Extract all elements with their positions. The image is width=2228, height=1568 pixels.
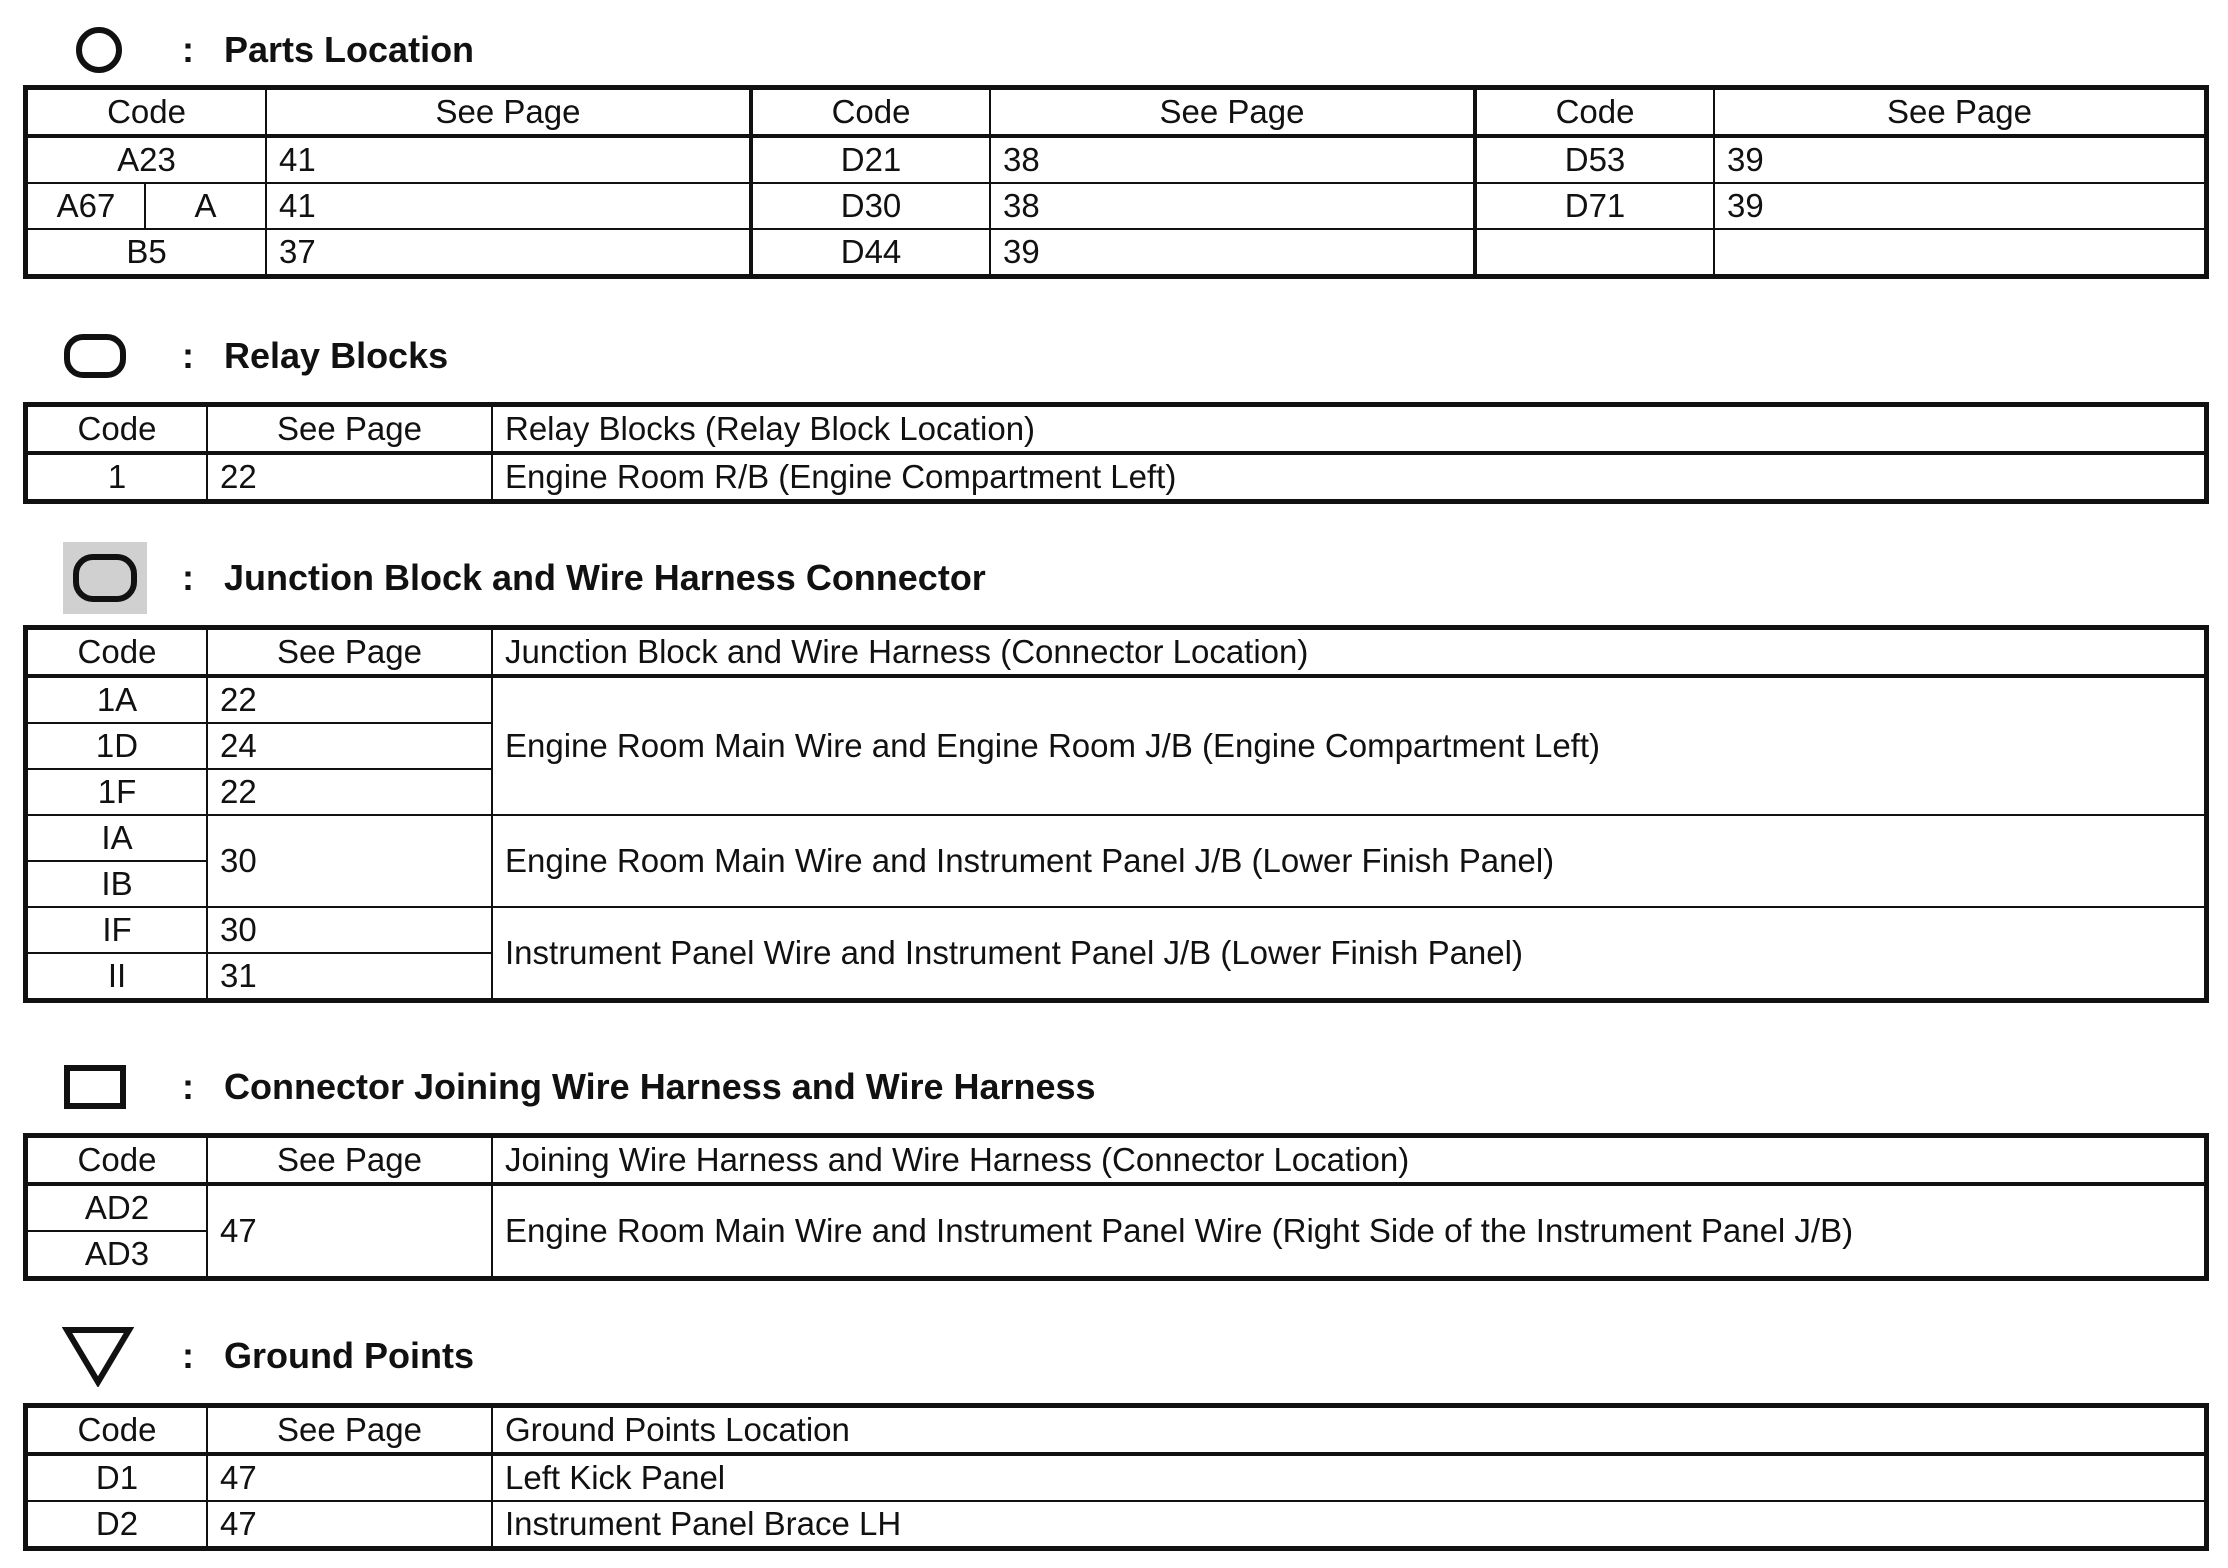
header-code: Code	[27, 406, 207, 453]
table-row	[27, 676, 2205, 723]
header-see-page: See Page	[207, 406, 492, 453]
page-cell: 41	[266, 136, 751, 183]
code-cell: D1	[27, 1454, 207, 1501]
table-row	[27, 229, 2205, 275]
table-row	[27, 815, 2205, 861]
table-header-row	[27, 1407, 2205, 1454]
header-code: Code	[1475, 89, 1714, 136]
code-cell: 1D	[27, 723, 207, 769]
header-code: Code	[751, 89, 990, 136]
table-row	[27, 183, 2205, 229]
code-cell: AD2	[27, 1184, 207, 1231]
location-cell: Engine Room Main Wire and Engine Room J/B (Engine Compartment Left)	[492, 676, 2205, 815]
code-cell: A67	[27, 183, 145, 229]
rectangle-icon	[63, 1064, 127, 1110]
code-cell: IF	[27, 907, 207, 953]
code-cell: 1	[27, 453, 207, 500]
header-location: Junction Block and Wire Harness (Connector Location)	[492, 629, 2205, 676]
page-cell: 30	[207, 907, 492, 953]
page-cell: 38	[990, 183, 1475, 229]
page-cell: 24	[207, 723, 492, 769]
connector-joining-header	[0, 1047, 2228, 1127]
header-see-page: See Page	[207, 1137, 492, 1184]
table-row	[27, 1184, 2205, 1231]
code-cell: IB	[27, 861, 207, 907]
page-cell: 22	[207, 453, 492, 500]
code-cell: D2	[27, 1501, 207, 1547]
section-title: Junction Block and Wire Harness Connector	[224, 557, 986, 598]
section-title: Relay Blocks	[224, 335, 449, 376]
page-cell: 37	[266, 229, 751, 275]
code-cell: 1F	[27, 769, 207, 815]
junction-block-table	[26, 628, 2206, 1000]
code-cell: D71	[1475, 183, 1714, 229]
code-sub-cell: A	[145, 183, 266, 229]
table-row	[27, 1454, 2205, 1501]
code-cell: A23	[27, 136, 266, 183]
page-cell: 30	[207, 815, 492, 907]
relay-blocks-table	[26, 405, 2206, 501]
ground-points-header	[0, 1316, 2228, 1396]
header-location: Ground Points Location	[492, 1407, 2205, 1454]
shaded-rounded-rectangle-icon	[72, 553, 138, 603]
rounded-rectangle-icon	[63, 333, 127, 379]
header-code: Code	[27, 1137, 207, 1184]
connector-joining-table	[26, 1136, 2206, 1278]
code-cell: D53	[1475, 136, 1714, 183]
parts-location-table	[26, 88, 2206, 276]
header-see-page: See Page	[990, 89, 1475, 136]
section-colon: :	[182, 1066, 194, 1107]
ground-points-table	[26, 1406, 2206, 1548]
header-see-page: See Page	[266, 89, 751, 136]
section-colon: :	[182, 335, 194, 376]
header-see-page: See Page	[207, 629, 492, 676]
table-row	[27, 1501, 2205, 1547]
code-cell: AD3	[27, 1231, 207, 1277]
page-cell: 39	[990, 229, 1475, 275]
code-cell: D21	[751, 136, 990, 183]
page-cell: 47	[207, 1454, 492, 1501]
header-code: Code	[27, 629, 207, 676]
location-cell: Engine Room Main Wire and Instrument Panel J/B (Lower Finish Panel)	[492, 815, 2205, 907]
table-header-row	[27, 629, 2205, 676]
section-title: Connector Joining Wire Harness and Wire Harness	[224, 1066, 1096, 1107]
parts-location-header	[0, 10, 2228, 90]
table-row	[27, 907, 2205, 953]
section-title: Ground Points	[224, 1335, 474, 1376]
table-row	[27, 136, 2205, 183]
circle-icon	[74, 25, 124, 75]
section-colon: :	[182, 29, 194, 70]
relay-blocks-header	[0, 316, 2228, 396]
section-colon: :	[182, 1335, 194, 1376]
table-header-row	[27, 1137, 2205, 1184]
junction-block-header	[0, 538, 2228, 618]
triangle-down-icon	[62, 1325, 134, 1387]
table-header-row	[27, 406, 2205, 453]
section-colon: :	[182, 557, 194, 598]
page-cell: 41	[266, 183, 751, 229]
page-cell: 22	[207, 676, 492, 723]
location-cell: Instrument Panel Brace LH	[492, 1501, 2205, 1547]
location-cell: Engine Room R/B (Engine Compartment Left)	[492, 453, 2205, 500]
header-location: Relay Blocks (Relay Block Location)	[492, 406, 2205, 453]
code-cell: D30	[751, 183, 990, 229]
page-cell: 31	[207, 953, 492, 999]
page-cell: 38	[990, 136, 1475, 183]
code-cell: B5	[27, 229, 266, 275]
header-see-page: See Page	[1714, 89, 2205, 136]
code-cell: IA	[27, 815, 207, 861]
page-cell: 39	[1714, 183, 2205, 229]
code-cell	[1475, 229, 1714, 275]
section-title: Parts Location	[224, 29, 475, 70]
header-code: Code	[27, 1407, 207, 1454]
location-cell: Instrument Panel Wire and Instrument Panel J/B (Lower Finish Panel)	[492, 907, 2205, 999]
table-header-row	[27, 89, 2205, 136]
page-cell	[1714, 229, 2205, 275]
page-cell: 47	[207, 1184, 492, 1277]
header-location: Joining Wire Harness and Wire Harness (Connector Location)	[492, 1137, 2205, 1184]
page-cell: 22	[207, 769, 492, 815]
location-cell: Engine Room Main Wire and Instrument Panel Wire (Right Side of the Instrument Panel J/B)	[492, 1184, 2205, 1277]
code-cell: II	[27, 953, 207, 999]
header-code: Code	[27, 89, 266, 136]
page-cell: 39	[1714, 136, 2205, 183]
location-cell: Left Kick Panel	[492, 1454, 2205, 1501]
page-cell: 47	[207, 1501, 492, 1547]
code-cell: 1A	[27, 676, 207, 723]
header-see-page: See Page	[207, 1407, 492, 1454]
table-row	[27, 453, 2205, 500]
code-cell: D44	[751, 229, 990, 275]
